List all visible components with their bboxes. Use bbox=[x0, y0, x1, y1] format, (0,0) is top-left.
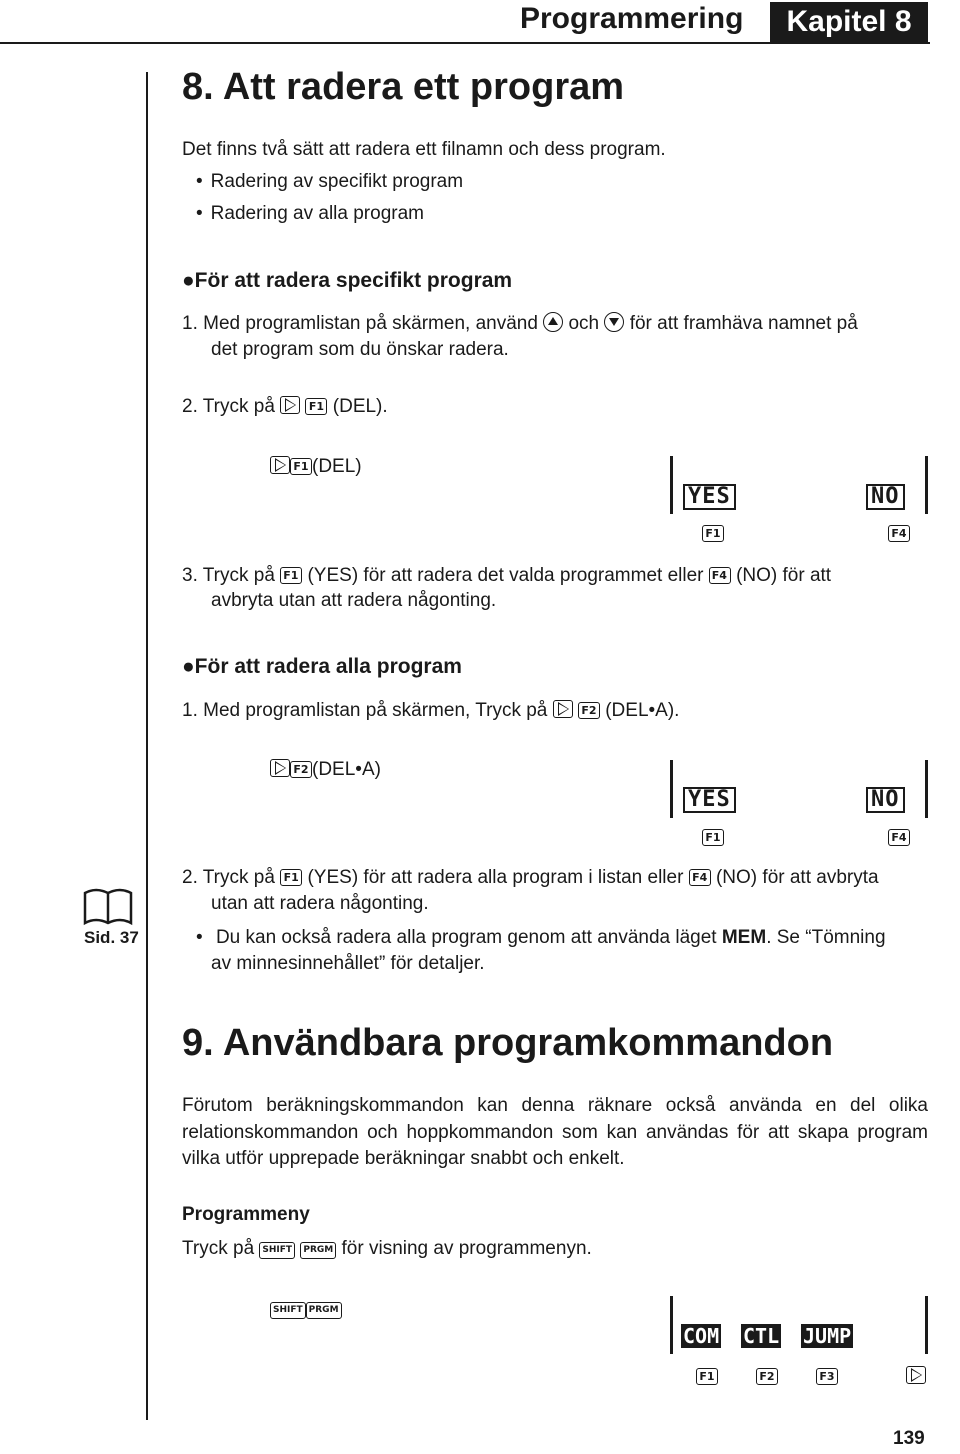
f4-key-icon: F4 bbox=[888, 829, 910, 846]
margin-rule bbox=[146, 72, 148, 1420]
all-step-2-suffix: (NO) för att avbryta bbox=[715, 867, 879, 888]
key-sequence-dela bbox=[270, 757, 381, 783]
key-sequence-label: (DEL•A) bbox=[312, 759, 381, 780]
f1-key-icon: F1 bbox=[280, 869, 302, 886]
fkey-label bbox=[756, 1364, 778, 1390]
f1-key-icon: F1 bbox=[702, 829, 724, 846]
f2-key-icon: F2 bbox=[578, 702, 600, 719]
right-arrow-key-icon bbox=[270, 759, 290, 777]
step-3-prefix: 3. Tryck på bbox=[182, 565, 275, 586]
subsection-title-specific: ●För att radera specifikt program bbox=[182, 269, 513, 292]
f1-key-icon: F1 bbox=[702, 525, 724, 542]
f1-key-icon: F1 bbox=[305, 398, 327, 415]
f4-key-icon: F4 bbox=[689, 869, 711, 886]
lcd-jump: JUMP bbox=[803, 1324, 852, 1348]
fkey-label bbox=[696, 1364, 718, 1390]
step-2-suffix: (DEL). bbox=[332, 396, 388, 417]
fkey-label bbox=[702, 521, 724, 547]
all-step-1-suffix: (DEL•A). bbox=[605, 700, 680, 721]
note-line2: av minnesinnehållet” för detaljer. bbox=[211, 953, 485, 974]
all-step-2-prefix: 2. Tryck på bbox=[182, 867, 275, 888]
f2-key-icon: F2 bbox=[290, 761, 312, 778]
header-rule bbox=[0, 42, 930, 44]
fkey-label bbox=[906, 1364, 926, 1390]
subsection-title-all: ●För att radera alla program bbox=[182, 655, 462, 678]
lcd-no: NO bbox=[866, 787, 905, 813]
lcd-yes: YES bbox=[683, 787, 736, 813]
step-2-prefix: 2. Tryck på bbox=[182, 396, 275, 417]
calculator-screen-delete bbox=[670, 456, 928, 514]
arrow-down-key-icon bbox=[604, 312, 624, 332]
programmeny-suffix: för visning av programmenyn. bbox=[341, 1238, 592, 1259]
step-3-line2: avbryta utan att radera någonting. bbox=[211, 590, 497, 611]
fkey-label bbox=[888, 825, 910, 851]
prgm-key-icon: PRGM bbox=[300, 1242, 336, 1259]
arrow-up-key-icon bbox=[543, 312, 563, 332]
step-1-line bbox=[182, 311, 858, 337]
f4-key-icon: F4 bbox=[709, 567, 731, 584]
lcd-ctl: CTL bbox=[743, 1324, 780, 1348]
f1-key-icon: F1 bbox=[290, 458, 312, 475]
page-header-title: Programmering bbox=[520, 2, 744, 35]
all-step-2-mid: (YES) för att radera alla program i listan eller bbox=[307, 867, 684, 888]
lcd-yes: YES bbox=[683, 484, 736, 510]
section-8-intro: Det finns två sätt att radera ett filnamn och dess program. bbox=[182, 139, 666, 160]
all-step-1-line bbox=[182, 698, 679, 724]
programmeny-prefix: Tryck på bbox=[182, 1238, 255, 1259]
fkey-label bbox=[702, 825, 724, 851]
shift-key-icon: SHIFT bbox=[270, 1302, 306, 1319]
all-step-1-prefix: 1. Med programlistan på skärmen, Tryck på bbox=[182, 700, 548, 721]
step-3-suffix: (NO) för att bbox=[736, 565, 832, 586]
f2-key-icon: F2 bbox=[756, 1368, 778, 1385]
key-sequence-del bbox=[270, 454, 362, 480]
step-2-line bbox=[182, 394, 388, 420]
f1-key-icon: F1 bbox=[696, 1368, 718, 1385]
f1-key-icon: F1 bbox=[280, 567, 302, 584]
right-arrow-key-icon bbox=[906, 1366, 926, 1384]
calculator-screen-delete-all bbox=[670, 760, 928, 818]
programmeny-line bbox=[182, 1236, 592, 1262]
prgm-key-icon: PRGM bbox=[306, 1302, 342, 1319]
step-3-mid: (YES) för att radera det valda programmet eller bbox=[307, 565, 704, 586]
note-line bbox=[196, 925, 886, 951]
calculator-screen-program-menu bbox=[670, 1296, 928, 1354]
f4-key-icon: F4 bbox=[888, 525, 910, 542]
right-arrow-key-icon bbox=[553, 700, 573, 718]
bullet-item: • Radering av alla program bbox=[196, 201, 424, 227]
step-3-line bbox=[182, 563, 928, 590]
step-1-mid: och bbox=[568, 313, 600, 334]
programmeny-heading: Programmeny bbox=[182, 1204, 310, 1225]
f3-key-icon: F3 bbox=[816, 1368, 838, 1385]
section-8-title: 8. Att radera ett program bbox=[182, 66, 625, 108]
key-sequence-prgm bbox=[270, 1296, 342, 1322]
right-arrow-key-icon bbox=[280, 396, 300, 414]
mem-mode: MEM bbox=[721, 927, 767, 948]
section-9-paragraph: Förutom beräkningskommandon kan denna räknare också använda en del olika relationskommandon och hoppkommandon som kan användas för att skapa program vilka utför upprepade beräkningar snabbt och enkelt. bbox=[182, 1095, 928, 1169]
note-prefix: Du kan också radera alla program genom att använda läget bbox=[215, 927, 717, 948]
key-sequence-label: (DEL) bbox=[312, 456, 362, 477]
step-1-line2: det program som du önskar radera. bbox=[211, 339, 509, 360]
step-1-suffix: för att framhäva namnet på bbox=[629, 313, 858, 334]
right-arrow-key-icon bbox=[270, 456, 290, 474]
all-step-2-line bbox=[182, 865, 879, 891]
page-reference: Sid. 37 bbox=[84, 928, 139, 947]
shift-key-icon: SHIFT bbox=[259, 1242, 295, 1259]
note-suffix: . Se “Tömning bbox=[766, 927, 886, 948]
book-icon bbox=[82, 885, 134, 929]
lcd-com: COM bbox=[683, 1324, 720, 1348]
all-step-2-line2: utan att radera någonting. bbox=[211, 893, 429, 914]
fkey-label bbox=[816, 1364, 838, 1390]
lcd-no: NO bbox=[866, 484, 905, 510]
step-1-prefix: 1. Med programlistan på skärmen, använd bbox=[182, 313, 538, 334]
fkey-label bbox=[888, 521, 910, 547]
bullet-item: • Radering av specifikt program bbox=[196, 169, 463, 195]
section-9-title: 9. Användbara programkommandon bbox=[182, 1022, 834, 1064]
chapter-badge: Kapitel 8 bbox=[770, 2, 928, 42]
page-number: 139 bbox=[893, 1428, 925, 1449]
